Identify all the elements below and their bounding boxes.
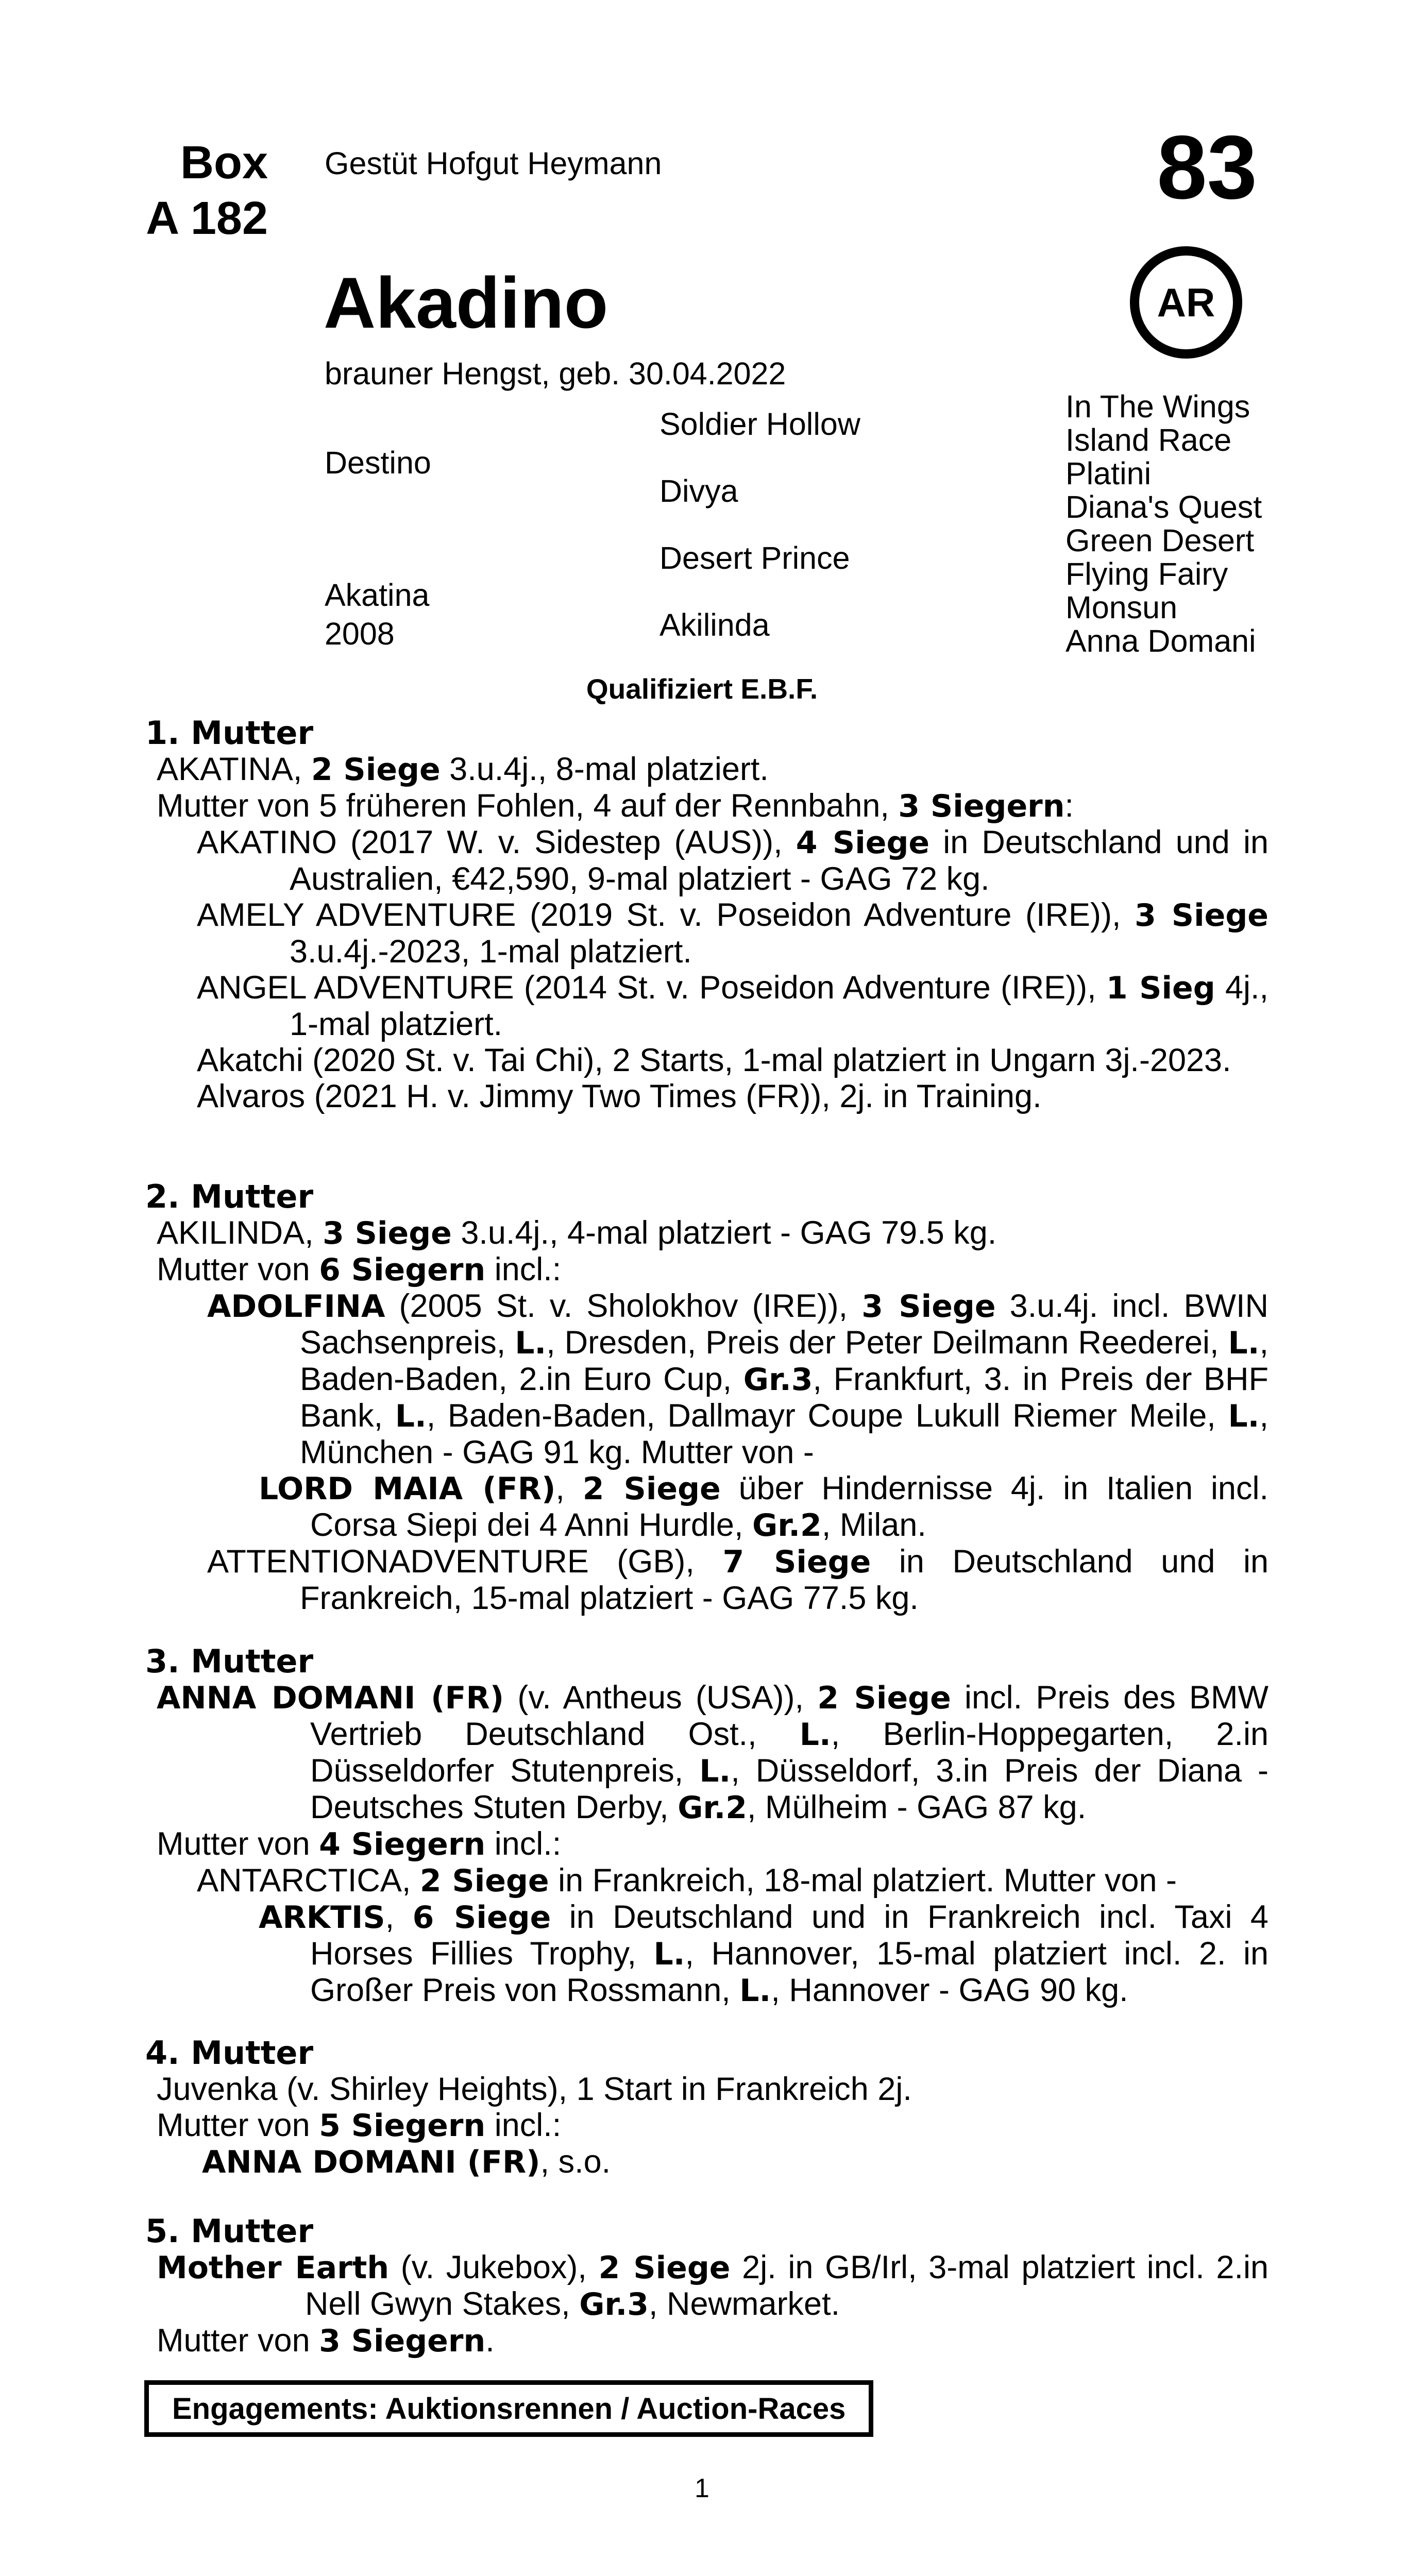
produce-entry: LORD MAIA (FR), 2 Siege über Hindernisse 4j. in Italien incl. Corsa Siepi dei 4 Anni Hurdle, Gr.2, Milan. bbox=[259, 1470, 1268, 1544]
produce-entry: AMELY ADVENTURE (2019 St. v. Poseidon Adventure (IRE)), 3 Siege 3.u.4j.-2023, 1-mal platziert. bbox=[197, 897, 1268, 970]
section-heading: 4. Mutter bbox=[145, 2034, 314, 2072]
pedigree-dam-sire: Desert Prince bbox=[659, 540, 850, 575]
section-second-dam bbox=[145, 1179, 1268, 1616]
pedigree-sire-dam: Divya bbox=[659, 473, 738, 509]
pedigree-ancestor: Island Race bbox=[1065, 422, 1232, 457]
pedigree-dam-year: 2008 bbox=[325, 616, 395, 651]
engagements-label: Engagements: Auktionsrennen / Auction-Races bbox=[172, 2392, 846, 2426]
produce-entry: ANGEL ADVENTURE (2014 St. v. Poseidon Adventure (IRE)), 1 Sieg 4j., 1-mal platziert. bbox=[197, 970, 1268, 1042]
produce-entry: ANTARCTICA, 2 Siege in Frankreich, 18-mal platziert. Mutter von - bbox=[197, 1862, 1177, 1899]
engagements-box bbox=[144, 2380, 873, 2437]
lot-number: 83 bbox=[1157, 117, 1257, 218]
pedigree-sire-sire: Soldier Hollow bbox=[659, 406, 860, 442]
ar-badge-label: AR bbox=[1157, 279, 1215, 325]
produce-entry: ADOLFINA (2005 St. v. Sholokhov (IRE)), 3 Siege 3.u.4j. incl. BWIN Sachsenpreis, L., Dresden, Preis der Peter Deilmann Reederei, L., Baden-Baden, 2.in Euro Cup, Gr.3, Frankfurt, 3. in Preis der BHF Bank, L., Baden-Baden, Dallmayr Coupe Lukull Riemer Meile, L., München - GAG 91 kg. Mutter von - bbox=[207, 1288, 1269, 1470]
produce-summary: Mutter von 5 früheren Fohlen, 4 auf der Rennbahn, 3 Siegern: bbox=[157, 788, 1074, 824]
pedigree-ancestor: Diana's Quest bbox=[1065, 489, 1262, 524]
breeder: Gestüt Hofgut Heymann bbox=[325, 146, 662, 181]
produce-summary: Mutter von 3 Siegern. bbox=[157, 2323, 495, 2359]
produce-entry: ANNA DOMANI (FR), s.o. bbox=[202, 2144, 611, 2180]
pedigree-dam-dam: Akilinda bbox=[659, 607, 770, 642]
produce-entry: ATTENTIONADVENTURE (GB), 7 Siege in Deutschland und in Frankreich, 15-mal platziert - GAG 77.5 kg. bbox=[207, 1544, 1269, 1616]
pedigree-dam: Akatina bbox=[325, 578, 430, 613]
produce-entry: Alvaros (2021 H. v. Jimmy Two Times (FR)), 2j. in Training. bbox=[197, 1078, 1042, 1114]
produce-entry: ARKTIS, 6 Siege in Deutschland und in Frankreich incl. Taxi 4 Horses Fillies Trophy, L., Hannover, 15-mal platziert incl. 2. in Großer Preis von Rossmann, L., Hannover - GAG 90 kg. bbox=[259, 1899, 1268, 2009]
pedigree-ancestor: Green Desert bbox=[1065, 523, 1255, 558]
produce-entry: Akatchi (2020 St. v. Tai Chi), 2 Starts, 1-mal platziert in Ungarn 3j.-2023. bbox=[197, 1042, 1231, 1078]
box-number: A 182 bbox=[146, 193, 268, 244]
section-first-dam bbox=[145, 715, 1268, 1114]
qualification: Qualifiziert E.B.F. bbox=[586, 673, 818, 705]
dam-record: ANNA DOMANI (FR) (v. Antheus (USA)), 2 Siege incl. Preis des BMW Vertrieb Deutschland Ost., L., Berlin-Hoppegarten, 2.in Düsseldorfer Stutenpreis, L., Düsseldorf, 3.in Preis der Diana - Deutsches Stuten Derby, Gr.2, Mülheim - GAG 87 kg. bbox=[157, 1680, 1268, 1826]
pedigree-ancestor: In The Wings bbox=[1065, 389, 1250, 424]
page-number: 1 bbox=[695, 2473, 709, 2503]
pedigree-ancestor: Platini bbox=[1065, 456, 1152, 491]
produce-summary: Mutter von 6 Siegern incl.: bbox=[157, 1251, 562, 1288]
section-heading: 5. Mutter bbox=[145, 2212, 314, 2250]
ar-badge bbox=[1130, 246, 1242, 359]
section-fourth-dam bbox=[145, 2035, 1268, 2180]
section-fifth-dam bbox=[145, 2213, 1268, 2359]
horse-description: brauner Hengst, geb. 30.04.2022 bbox=[325, 356, 786, 391]
pedigree-sire: Destino bbox=[325, 445, 431, 480]
section-third-dam bbox=[145, 1643, 1268, 2009]
dam-record: Juvenka (v. Shirley Heights), 1 Start in Frankreich 2j. bbox=[157, 2071, 912, 2107]
pedigree-ancestor: Monsun bbox=[1065, 590, 1178, 625]
horse-name: Akadino bbox=[324, 262, 608, 343]
dam-record: Mother Earth (v. Jukebox), 2 Siege 2j. in GB/Irl, 3-mal platziert incl. 2.in Nell Gwyn Stakes, Gr.3, Newmarket. bbox=[157, 2249, 1268, 2323]
section-heading: 3. Mutter bbox=[145, 1642, 314, 1680]
pedigree-ancestor: Anna Domani bbox=[1065, 623, 1256, 658]
produce-entry: AKATINO (2017 W. v. Sidestep (AUS)), 4 Siege in Deutschland und in Australien, €42,590, 9-mal platziert - GAG 72 kg. bbox=[197, 824, 1268, 897]
dam-record: AKATINA, 2 Siege 3.u.4j., 8-mal platziert. bbox=[157, 751, 769, 788]
produce-summary: Mutter von 5 Siegern incl.: bbox=[157, 2107, 562, 2144]
pedigree-ancestor: Flying Fairy bbox=[1065, 556, 1228, 591]
section-heading: 2. Mutter bbox=[145, 1178, 314, 1215]
produce-summary: Mutter von 4 Siegern incl.: bbox=[157, 1826, 562, 1862]
dam-record: AKILINDA, 3 Siege 3.u.4j., 4-mal platziert - GAG 79.5 kg. bbox=[157, 1215, 997, 1251]
section-heading: 1. Mutter bbox=[145, 714, 314, 752]
pedigree-third-generation bbox=[1065, 390, 1262, 658]
box-label: Box bbox=[180, 137, 268, 189]
